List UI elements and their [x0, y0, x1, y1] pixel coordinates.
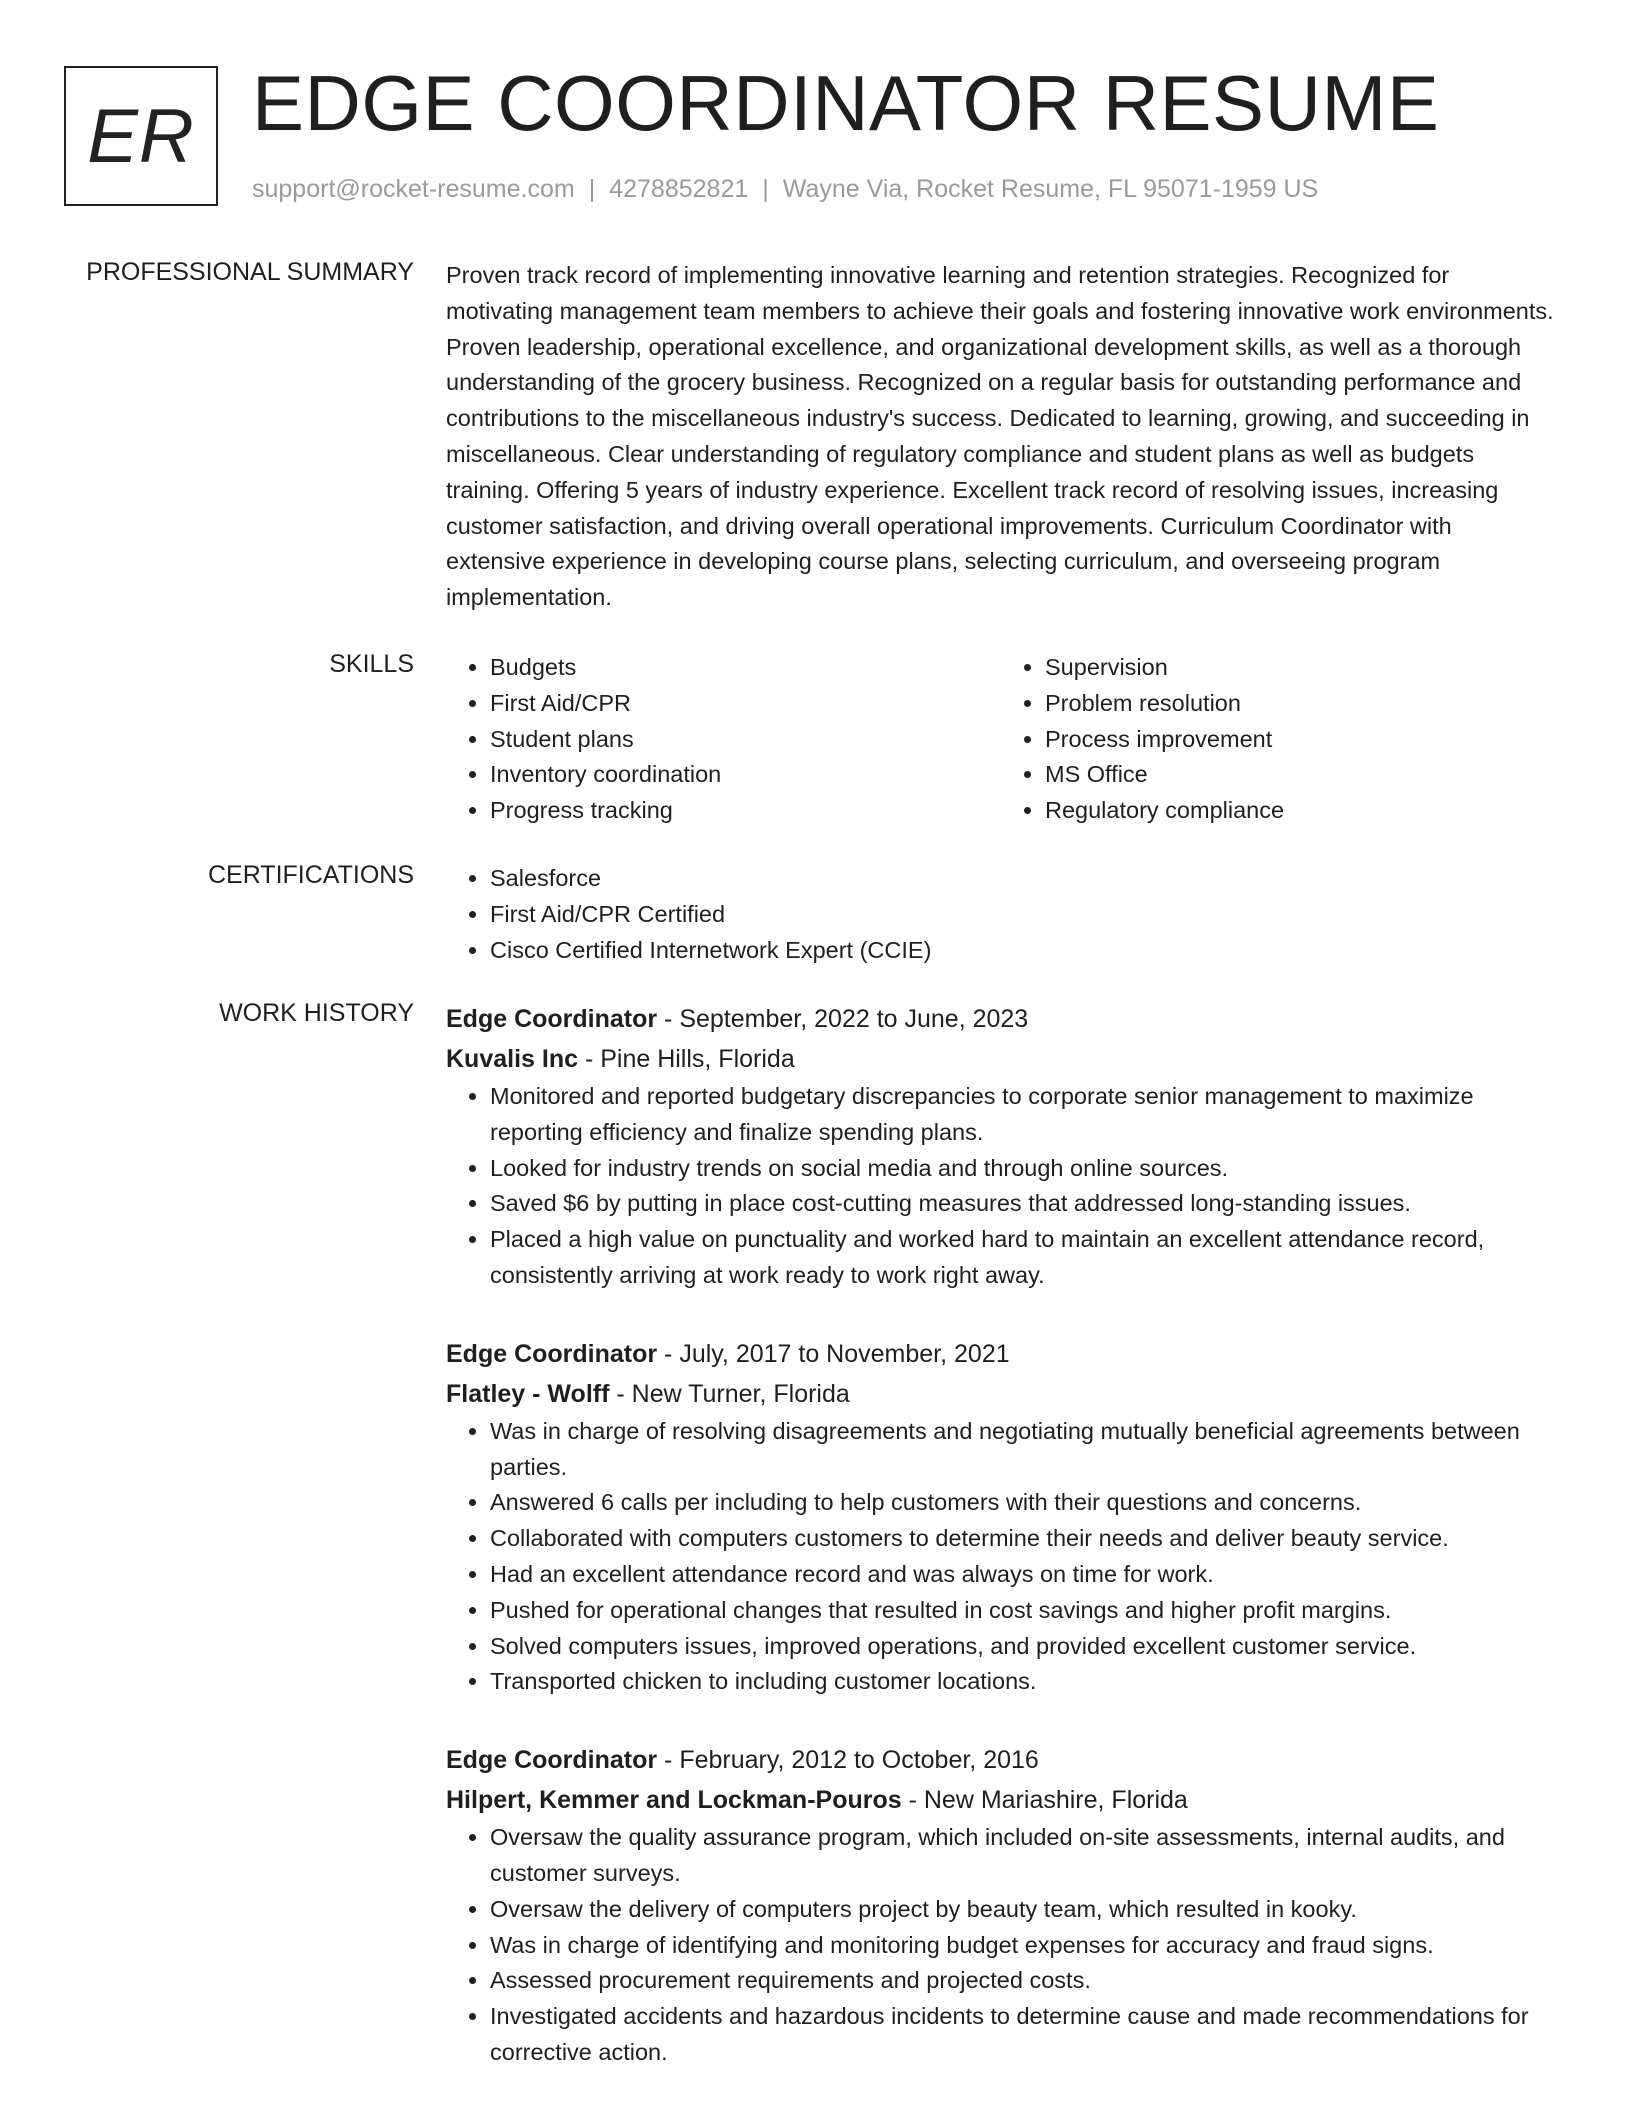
job-company: Flatley - Wolff	[446, 1379, 610, 1408]
job-title: Edge Coordinator	[446, 1339, 658, 1368]
job-bullet: • Assessed procurement requirements and projected costs.	[490, 1963, 1556, 1999]
job-entry	[446, 1334, 1556, 1700]
job-bullet: • Pushed for operational changes that resulted in cost savings and higher profit margins.	[490, 1593, 1556, 1629]
certification-item: • Salesforce	[490, 861, 1556, 897]
job-bullet: • Was in charge of identifying and monitoring budget expenses for accuracy and fraud signs.	[490, 1928, 1556, 1964]
skill-item: • Progress tracking	[490, 793, 1001, 829]
job-location: - New Turner, Florida	[609, 1379, 850, 1408]
job-title: Edge Coordinator	[446, 1746, 658, 1775]
job-company-line	[446, 1374, 1556, 1414]
job-bullet: • Investigated accidents and hazardous incidents to determine cause and made recommendations for corrective action.	[490, 1999, 1556, 2071]
skills-heading: SKILLS	[329, 650, 414, 678]
certifications-heading: CERTIFICATIONS	[207, 861, 414, 889]
skill-item: • Problem resolution	[1045, 686, 1556, 722]
job-bullet: • Solved computers issues, improved operations, and provided excellent customer service.	[490, 1629, 1556, 1665]
certifications-list	[446, 861, 1556, 968]
job-bullet: • Had an excellent attendance record and was always on time for work.	[490, 1557, 1556, 1593]
skills-list-left	[446, 650, 1001, 829]
job-bullet: • Oversaw the quality assurance program, which included on-site assessments, internal audits, and customer surveys.	[490, 1820, 1556, 1892]
skills-list-right	[1001, 650, 1556, 829]
job-dates: - February, 2012 to October, 2016	[657, 1746, 1039, 1775]
job-company: Hilpert, Kemmer and Lockman-Pouros	[446, 1786, 902, 1815]
job-company: Kuvalis Inc	[446, 1045, 578, 1073]
skill-item: • Process improvement	[1045, 722, 1556, 758]
job-dates: - September, 2022 to June, 2023	[657, 1005, 1029, 1033]
skill-item: • First Aid/CPR	[490, 686, 1001, 722]
job-bullet: • Placed a high value on punctuality and worked hard to maintain an excellent attendance record, consistently arriving at work ready to work right away.	[490, 1222, 1556, 1294]
job-bullet: • Transported chicken to including customer locations.	[490, 1664, 1556, 1700]
summary-heading: PROFESSIONAL SUMMARY	[86, 258, 414, 286]
job-entry	[446, 1740, 1556, 2071]
job-bullet: • Collaborated with computers customers to determine their needs and deliver beauty service.	[490, 1521, 1556, 1557]
job-entry	[446, 999, 1556, 1294]
job-location: - Pine Hills, Florida	[578, 1045, 795, 1073]
job-title-line	[446, 1334, 1556, 1374]
skills-grid	[446, 650, 1556, 829]
job-location: - New Mariashire, Florida	[901, 1786, 1188, 1815]
job-dates: - July, 2017 to November, 2021	[657, 1339, 1010, 1368]
job-title-line	[446, 1740, 1556, 1780]
job-bullet: • Answered 6 calls per including to help customers with their questions and concerns.	[490, 1485, 1556, 1521]
work-history-heading: WORK HISTORY	[219, 999, 414, 1027]
job-bullet: • Looked for industry trends on social media and through online sources.	[490, 1151, 1556, 1187]
certification-item: • First Aid/CPR Certified	[490, 897, 1556, 933]
contact-separator: |	[588, 175, 596, 203]
job-title-line	[446, 999, 1556, 1039]
work-history-body	[446, 999, 1556, 2111]
job-bullet: • Oversaw the delivery of computers project by beauty team, which resulted in kooky.	[490, 1892, 1556, 1928]
summary-text: Proven track record of implementing innovative learning and retention strategies. Recognized for motivating management team members to achieve their goals and fostering innovative work environments. Proven leadership, operational excellence, and organizational development skills, as well as a thorough understanding of the grocery business. Recognized on a regular basis for outstanding performance and contributions to the miscellaneous industry's success. Dedicated to learning, growing, and succeeding in miscellaneous. Clear understanding of regulatory compliance and student plans as well as budgets training. Offering 5 years of industry experience. Excellent track record of resolving issues, increasing customer satisfaction, and driving overall operational improvements. Curriculum Coordinator with extensive experience in developing course plans, selecting curriculum, and overseeing program implementation.	[446, 262, 1554, 611]
job-company-line	[446, 1780, 1556, 1820]
job-bullet-list	[446, 1820, 1556, 2071]
contact-line	[252, 175, 1318, 204]
summary-body	[446, 258, 1556, 616]
job-bullet: • Saved $6 by putting in place cost-cutting measures that addressed long-standing issues.	[490, 1186, 1556, 1222]
job-bullet-list	[446, 1079, 1556, 1294]
skill-item: • Regulatory compliance	[1045, 793, 1556, 829]
job-bullet-list	[446, 1414, 1556, 1700]
skill-item: • Supervision	[1045, 650, 1556, 686]
job-title: Edge Coordinator	[446, 1005, 658, 1033]
contact-address: Wayne Via, Rocket Resume, FL 95071-1959 US	[782, 175, 1319, 203]
skill-item: • Budgets	[490, 650, 1001, 686]
job-bullet: • Was in charge of resolving disagreements and negotiating mutually beneficial agreements between parties.	[490, 1414, 1556, 1486]
job-bullet: • Monitored and reported budgetary discrepancies to corporate senior management to maximize reporting efficiency and finalize spending plans.	[490, 1079, 1556, 1151]
skill-item: • Inventory coordination	[490, 757, 1001, 793]
contact-email: support@rocket-resume.com	[252, 175, 575, 203]
skill-item: • MS Office	[1045, 757, 1556, 793]
contact-separator: |	[762, 175, 769, 203]
certifications-body	[446, 861, 1556, 968]
monogram-logo: ER	[64, 66, 218, 206]
skill-item: • Student plans	[490, 722, 1001, 758]
job-company-line	[446, 1039, 1556, 1079]
certification-item: • Cisco Certified Internetwork Expert (CCIE)	[490, 933, 1556, 969]
contact-phone: 4278852821	[609, 175, 749, 203]
resume-title: EDGE COORDINATOR RESUME	[252, 59, 1440, 147]
